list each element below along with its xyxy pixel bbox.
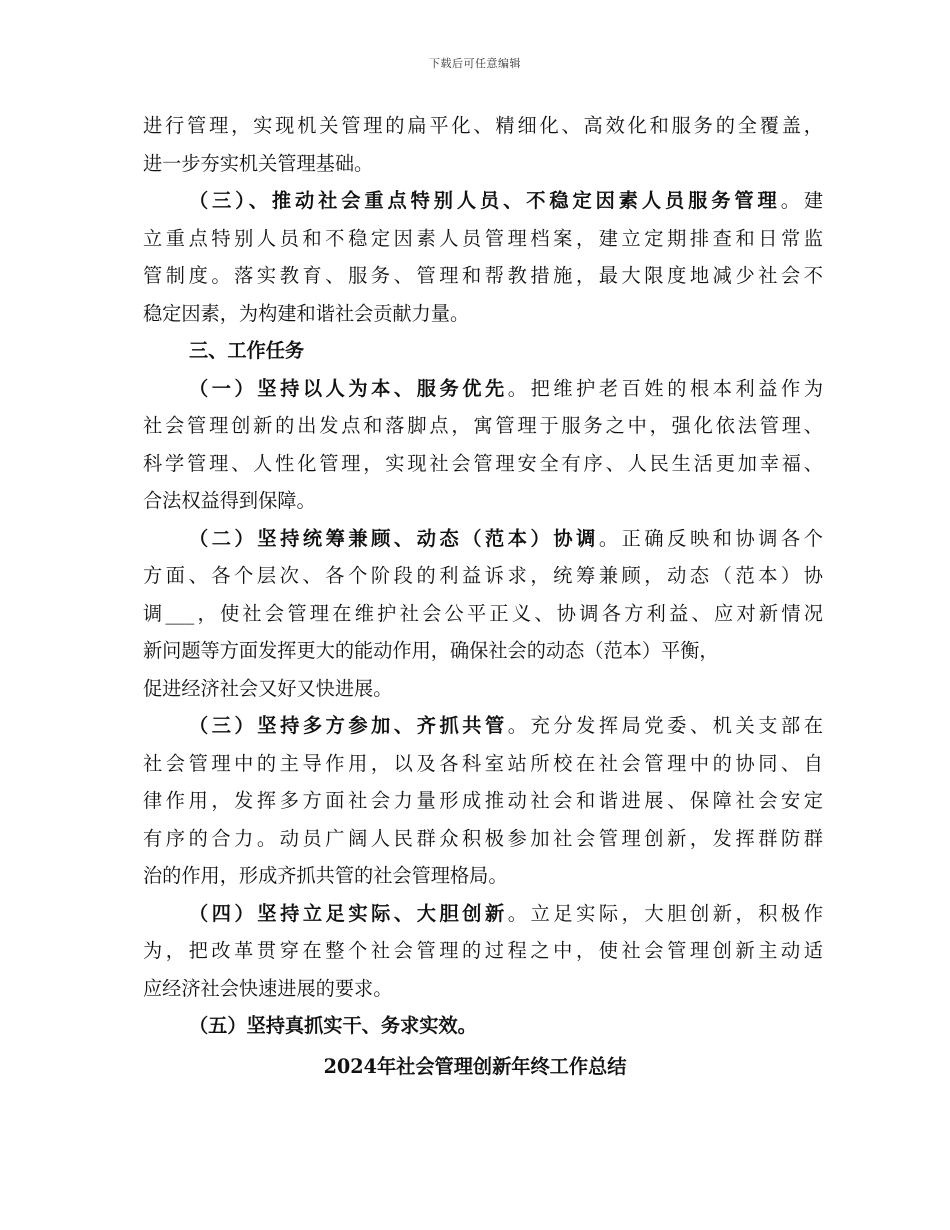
section-heading-line: （四）坚持立足实际、大胆创新。立足实际，大胆创新，积极作 [189,901,824,925]
document-body [143,107,823,1045]
text-line: 新问题等方面发挥更大的能动作用，确保社会的动态（范本）平衡， [143,639,719,662]
text-line: 社会管理创新的出发点和落脚点，寓管理于服务之中，强化依法管理、 [143,414,823,437]
text-line: 进一步夯实机关管理基础。 [143,151,374,175]
text-line: 为，把改革贯穿在整个社会管理的过程之中，使社会管理创新主动适 [143,939,823,962]
text-line: 促进经济社会又好又快进展。 [143,676,393,700]
text-line: 进行管理，实现机关管理的扁平化、精细化、高效化和服务的全覆盖， [143,114,823,137]
document-title: 2024年社会管理创新年终工作总结 [323,1055,627,1078]
text-line: 合法权益得到保障。 [143,489,316,512]
chapter-heading-line: 三、工作任务 [189,339,305,362]
text-line: 调___，使社会管理在维护社会公平正义、协调各方利益、应对新情况 [143,601,823,625]
section-heading-line: （二）坚持统筹兼顾、动态（范本）协调。正确反映和协调各个 [189,526,823,550]
text-line: 立重点特别人员和不稳定因素人员管理档案，建立定期排查和日常监 [143,226,823,250]
text-line: 有序的合力。动员广阔人民群众积极参加社会管理创新，发挥群防群 [143,826,823,850]
text-line: 方面、各个层次、各个阶段的利益诉求，统筹兼顾，动态（范本）协 [143,564,823,587]
text-line: 稳定因素，为构建和谐社会贡献力量。 [143,301,470,325]
text-line: 社会管理中的主导作用，以及各科室站所校在社会管理中的协同、自 [143,751,823,775]
text-line: 治的作用，形成齐抓共管的社会管理格局。 [143,864,508,887]
section-heading-line: （三）、推动社会重点特别人员、不稳定因素人员服务管理。建 [189,189,824,212]
text-line: 应经济社会快速进展的要求。 [143,976,393,1000]
text-line: 管制度。落实教育、服务、管理和帮教措施，最大限度地减少社会不 [143,264,823,287]
page-header-note: 下载后可任意编辑 [429,57,521,70]
section-heading-line: （五）坚持真抓实干、务求实效。 [189,1014,477,1037]
section-heading-line: （三）坚持多方参加、齐抓共管。充分发挥局党委、机关支部在 [189,714,824,737]
section-heading-line: （一）坚持以人为本、服务优先。把维护老百姓的根本利益作为 [189,376,824,400]
text-line: 律作用，发挥多方面社会力量形成推动社会和谐进展、保障社会安定 [143,789,823,812]
text-line: 科学管理、人性化管理，实现社会管理安全有序、人民生活更加幸福、 [143,451,823,475]
